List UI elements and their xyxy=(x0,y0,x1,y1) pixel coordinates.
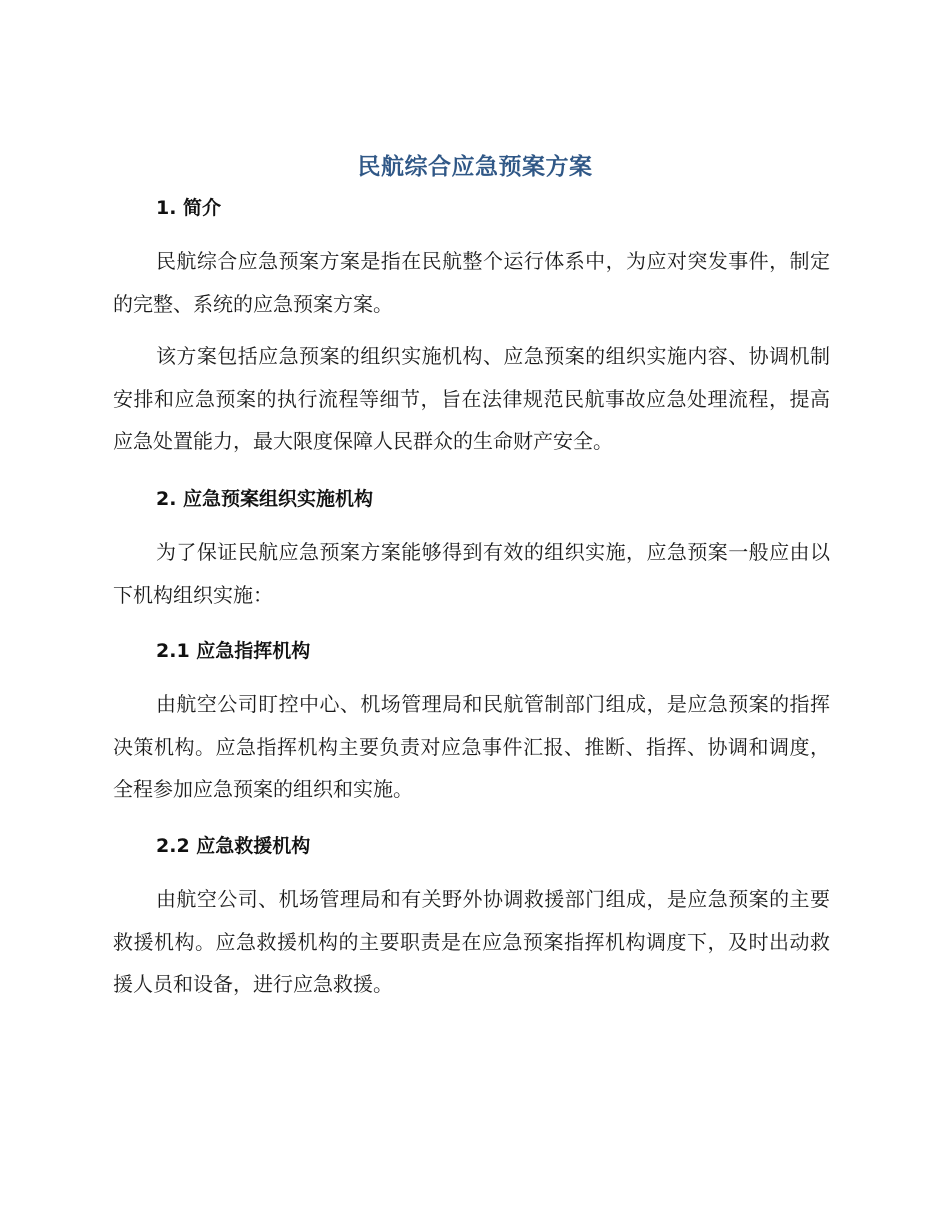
paragraph-intro-1: 民航综合应急预案方案是指在民航整个运行体系中，为应对突发事件，制定的完整、系统的应急预案方案。 xyxy=(113,249,830,316)
paragraph-intro-2: 该方案包括应急预案的组织实施机构、应急预案的组织实施内容、协调机制安排和应急预案的执行流程等细节，旨在法律规范民航事故应急处理流程，提高应急处置能力，最大限度保障人民群众的生命财产安全。 xyxy=(113,344,830,453)
paragraph-command-1: 由航空公司盯控中心、机场管理局和民航管制部门组成，是应急预案的指挥决策机构。应急指挥机构主要负责对应急事件汇报、推断、指挥、协调和调度，全程参加应急预案的组织和实施。 xyxy=(113,692,830,801)
paragraph-rescue-1: 由航空公司、机场管理局和有关野外协调救援部门组成，是应急预案的主要救援机构。应急救援机构的主要职责是在应急预案指挥机构调度下，及时出动救援人员和设备，进行应急救援。 xyxy=(113,887,830,996)
section-heading-command: 2.1 应急指挥机构 xyxy=(156,640,311,662)
section-heading-intro: 1. 简介 xyxy=(156,197,222,219)
paragraph-organization-1: 为了保证民航应急预案方案能够得到有效的组织实施，应急预案一般应由以下机构组织实施： xyxy=(113,540,830,607)
section-heading-rescue: 2.2 应急救援机构 xyxy=(156,835,311,857)
document-title: 民航综合应急预案方案 xyxy=(357,154,593,180)
section-heading-organization: 2. 应急预案组织实施机构 xyxy=(156,488,374,510)
